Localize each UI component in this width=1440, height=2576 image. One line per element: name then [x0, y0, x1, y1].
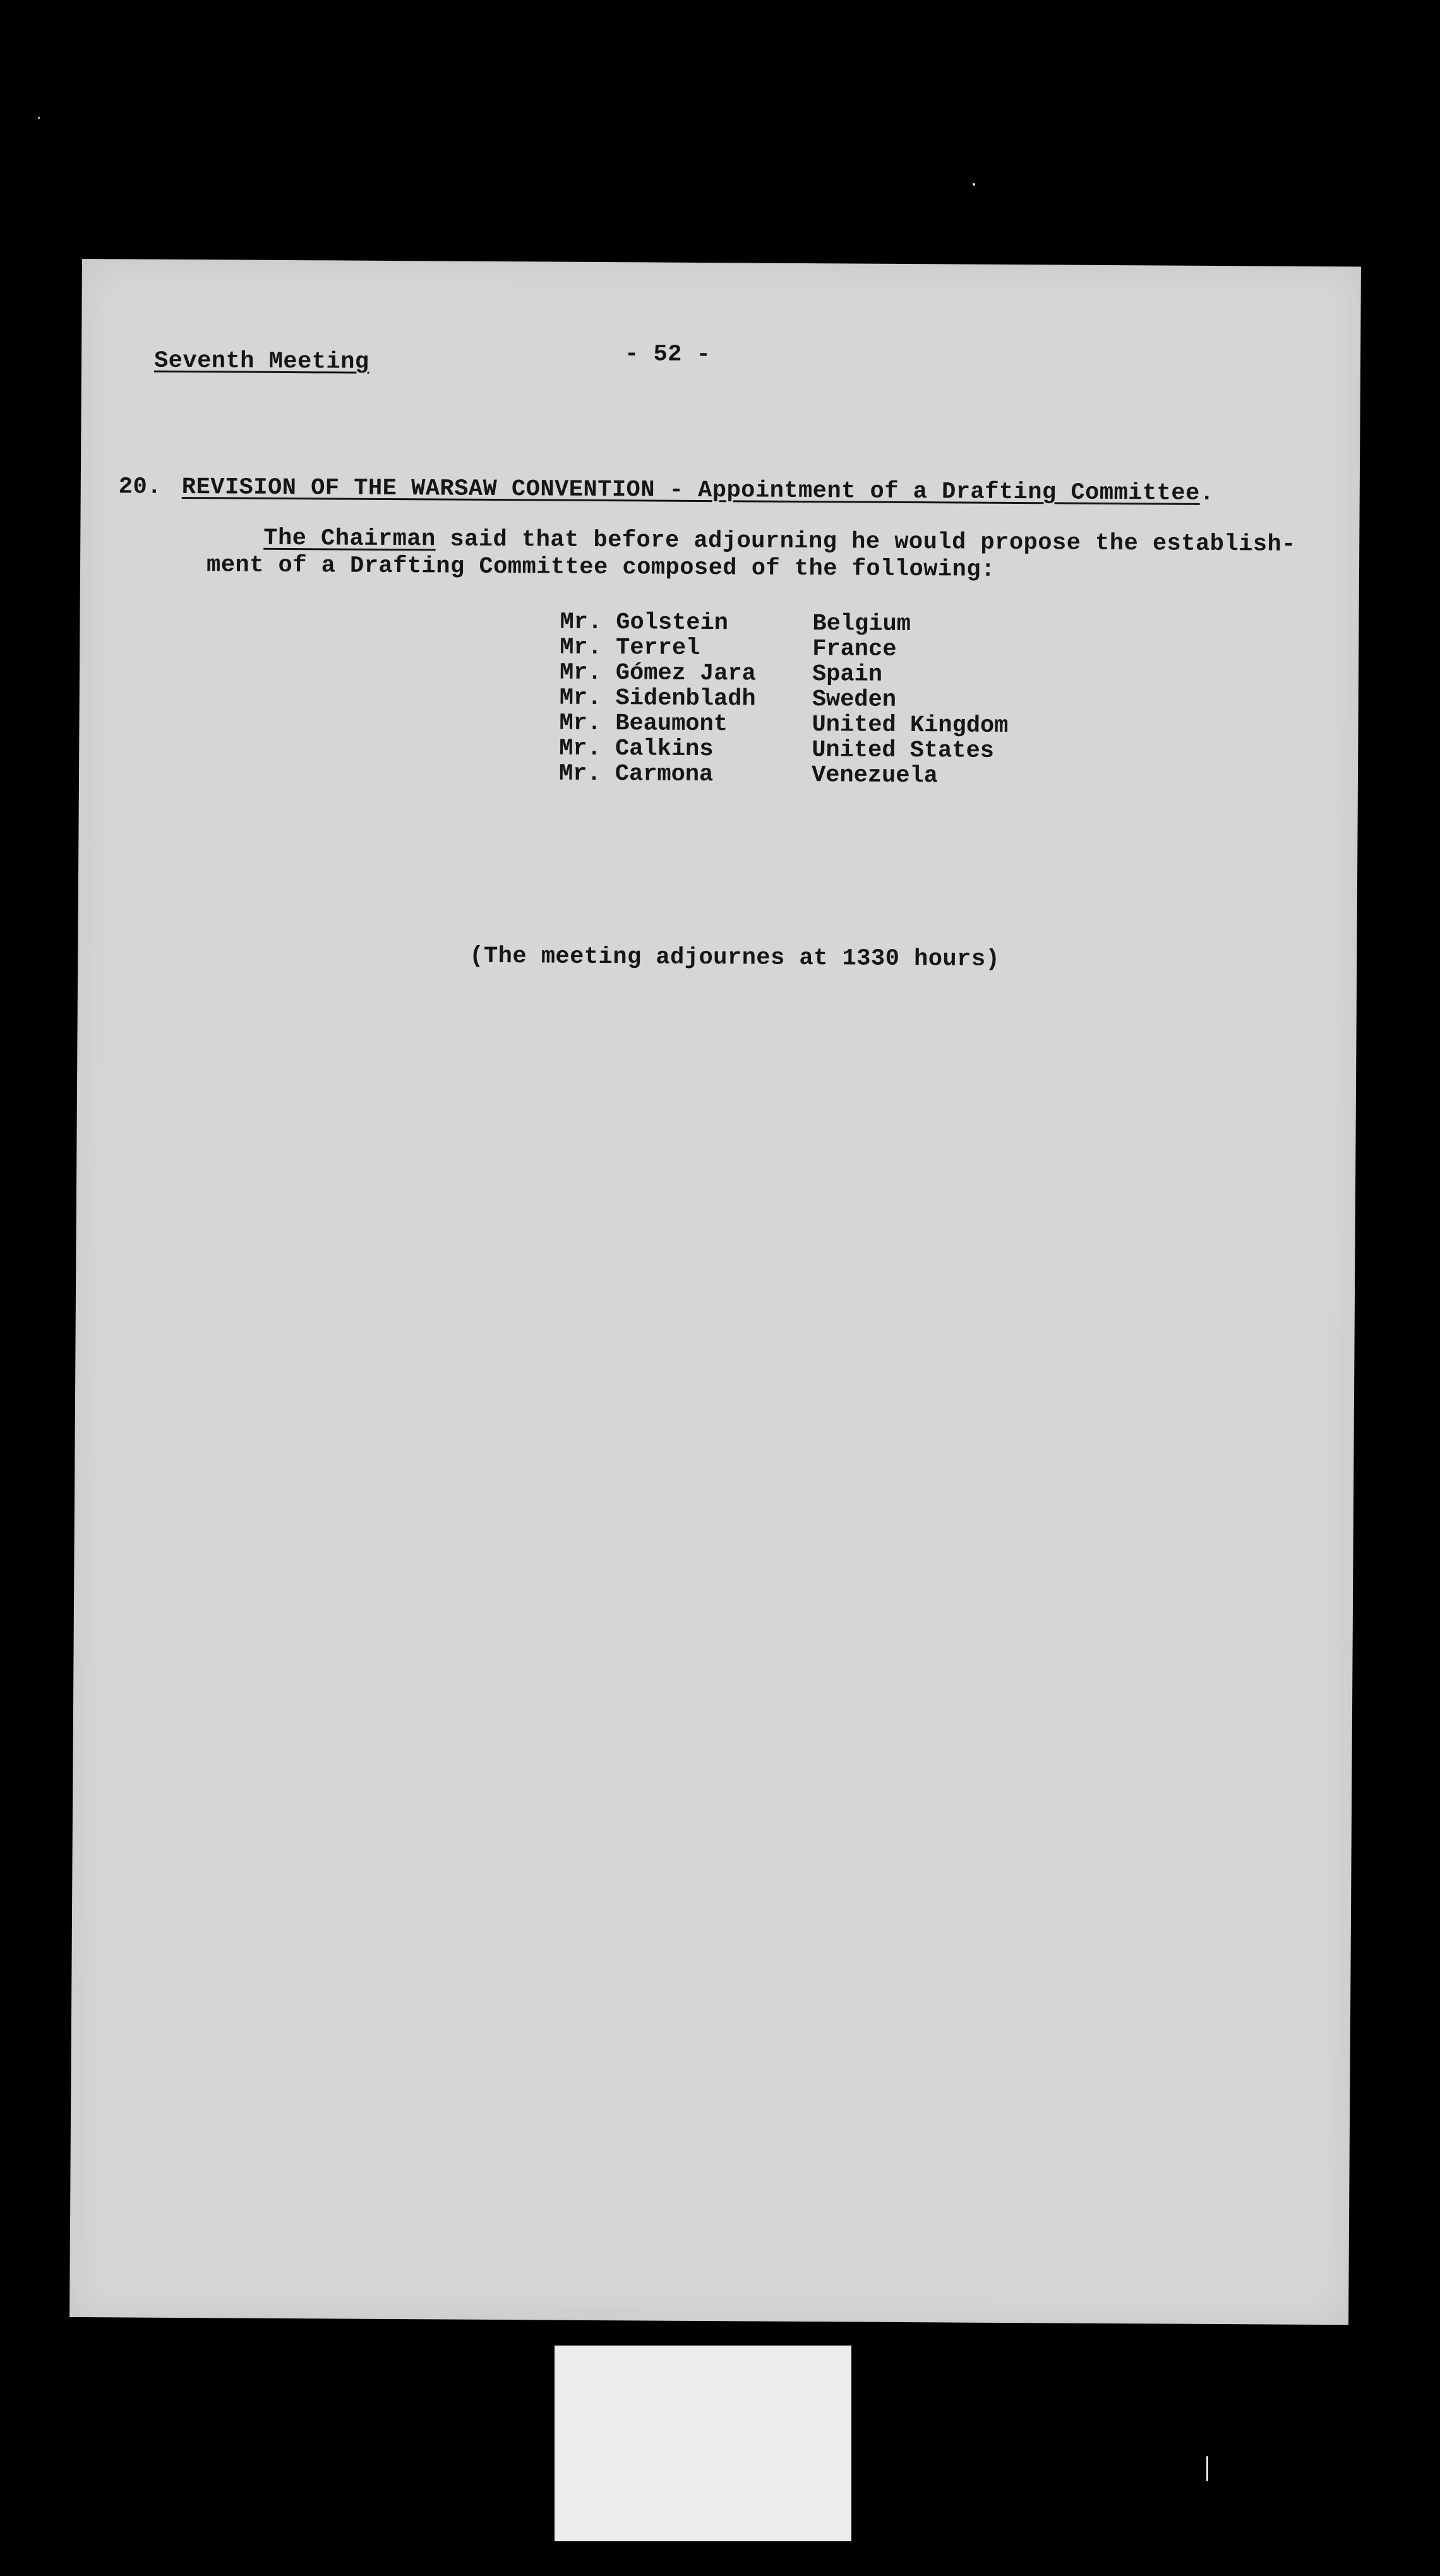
section-title-period: . [1199, 480, 1215, 507]
member-name: Mr. Sidenbladh [559, 684, 756, 713]
closing-note: (The meeting adjournes at 1330 hours) [469, 943, 1000, 973]
page-number: - 52 - [624, 341, 711, 369]
member-country: Sweden [812, 686, 897, 713]
member-row [560, 609, 1065, 638]
member-row [559, 761, 1064, 789]
member-name: Mr. Beaumont [559, 710, 728, 738]
member-row [560, 660, 1065, 688]
member-row [560, 685, 1065, 713]
member-name: Mr. Golstein [560, 609, 729, 637]
paragraph-line-2: ment of a Drafting Committee composed of the following: [206, 552, 995, 583]
speaker-name: The Chairman [263, 525, 436, 553]
microfilm-target-card [555, 2346, 851, 2541]
member-row [560, 635, 1065, 663]
committee-member-list [559, 609, 1065, 789]
member-country: United States [812, 737, 995, 765]
member-country: Spain [812, 661, 883, 688]
member-name: Mr. Carmona [558, 760, 714, 789]
section-heading [118, 474, 1215, 507]
meeting-header: Seventh Meeting [153, 347, 369, 376]
member-country: United Kingdom [812, 712, 1009, 739]
section-number: 20. [118, 474, 162, 501]
member-country: Venezuela [811, 762, 938, 790]
paragraph-text-1: said that before adjourning he would propose the establish- [435, 526, 1297, 558]
member-row [559, 736, 1064, 764]
member-name: Mr. Gómez Jara [559, 659, 756, 688]
member-name: Mr. Terrel [560, 634, 700, 662]
document-page [69, 259, 1361, 2325]
film-speck [38, 117, 40, 119]
film-scratch [1206, 2456, 1208, 2481]
member-row [559, 710, 1064, 739]
member-country: Belgium [812, 611, 911, 638]
member-name: Mr. Calkins [559, 735, 714, 763]
member-country: France [812, 636, 897, 663]
film-speck [973, 183, 975, 186]
section-title: REVISION OF THE WARSAW CONVENTION - Appointment of a Drafting Committee [181, 474, 1200, 507]
